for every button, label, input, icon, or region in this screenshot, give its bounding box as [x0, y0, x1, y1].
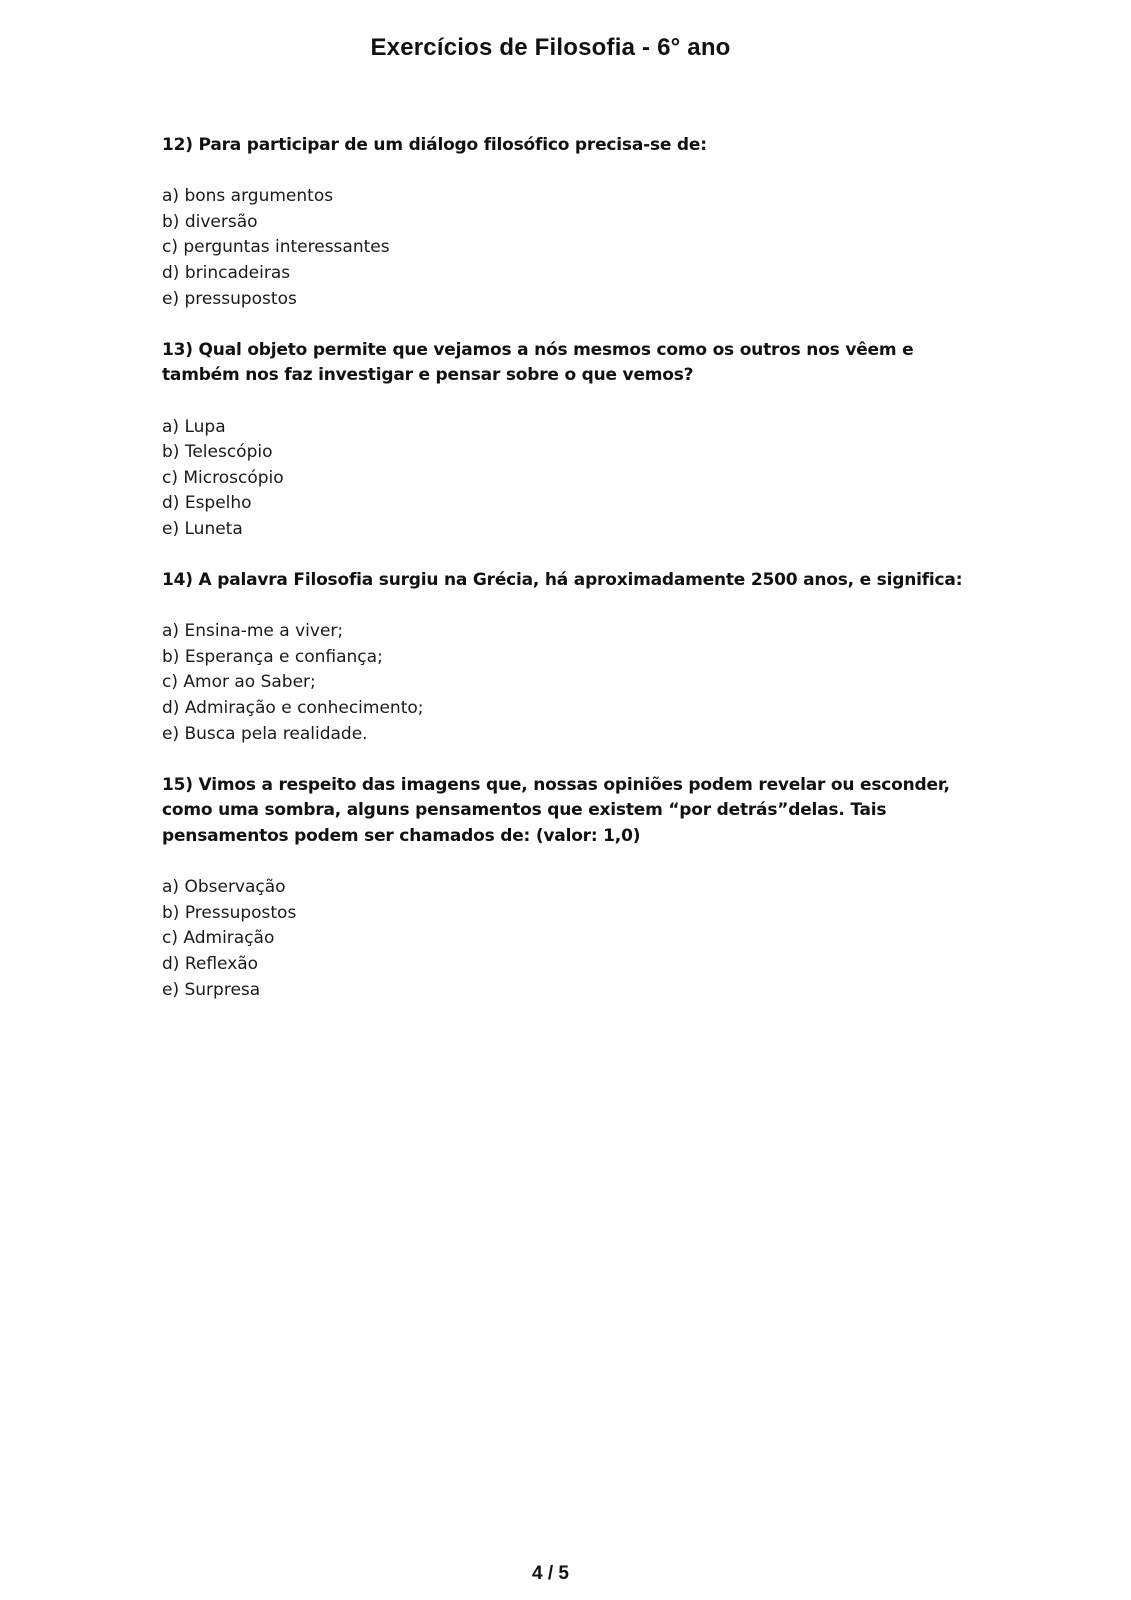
question-text: 13) Qual objeto permite que vejamos a nós mesmos como os outros nos vêem e também nos faz investigar e pensar sobre o que vemos? [162, 339, 914, 386]
option-list [162, 875, 982, 1003]
question-12 [162, 133, 982, 312]
option-b: b) Telescópio [162, 442, 273, 463]
question-text: 12) Para participar de um diálogo filosófico precisa-se de: [162, 135, 707, 155]
option-c: c) Amor ao Saber; [162, 672, 316, 693]
option-e: e) Busca pela realidade. [162, 723, 368, 744]
question-text: 15) Vimos a respeito das imagens que, nossas opiniões podem revelar ou esconder, como uma sombra, alguns pensamentos que existem “por detrás”delas. Tais pensamentos podem ser chamados de: (valor: 1,0) [162, 774, 950, 847]
option-b: b) diversão [162, 211, 258, 232]
page-title: Exercícios de Filosofia - 6° ano [370, 34, 731, 61]
option-list [162, 619, 982, 747]
question-text: 14) A palavra Filosofia surgiu na Grécia, há aproximadamente 2500 anos, e significa: [162, 570, 963, 591]
option-a: a) Observação [162, 877, 286, 898]
option-c: c) perguntas interessantes [162, 237, 390, 258]
option-list [162, 184, 982, 312]
option-list [162, 415, 982, 543]
option-d: d) Reflexão [162, 954, 259, 974]
option-e: e) pressupostos [162, 288, 297, 309]
option-e: e) Luneta [162, 518, 243, 539]
question-list [162, 133, 982, 1029]
option-e: e) Surpresa [162, 979, 261, 1000]
option-d: d) Espelho [162, 493, 252, 514]
option-a: a) Lupa [162, 416, 226, 437]
option-d: d) Admiração e conhecimento; [162, 698, 424, 719]
option-c: c) Microscópio [162, 467, 284, 488]
option-a: a) bons argumentos [162, 186, 334, 207]
option-b: b) Pressupostos [162, 902, 297, 923]
question-15 [162, 773, 982, 1003]
page-number: 4 / 5 [532, 1563, 569, 1584]
question-13 [162, 338, 982, 543]
question-14 [162, 568, 982, 747]
option-d: d) brincadeiras [162, 262, 291, 283]
option-c: c) Admiração [162, 928, 275, 949]
option-a: a) Ensina-me a viver; [162, 621, 344, 642]
option-b: b) Esperança e confiança; [162, 646, 383, 667]
